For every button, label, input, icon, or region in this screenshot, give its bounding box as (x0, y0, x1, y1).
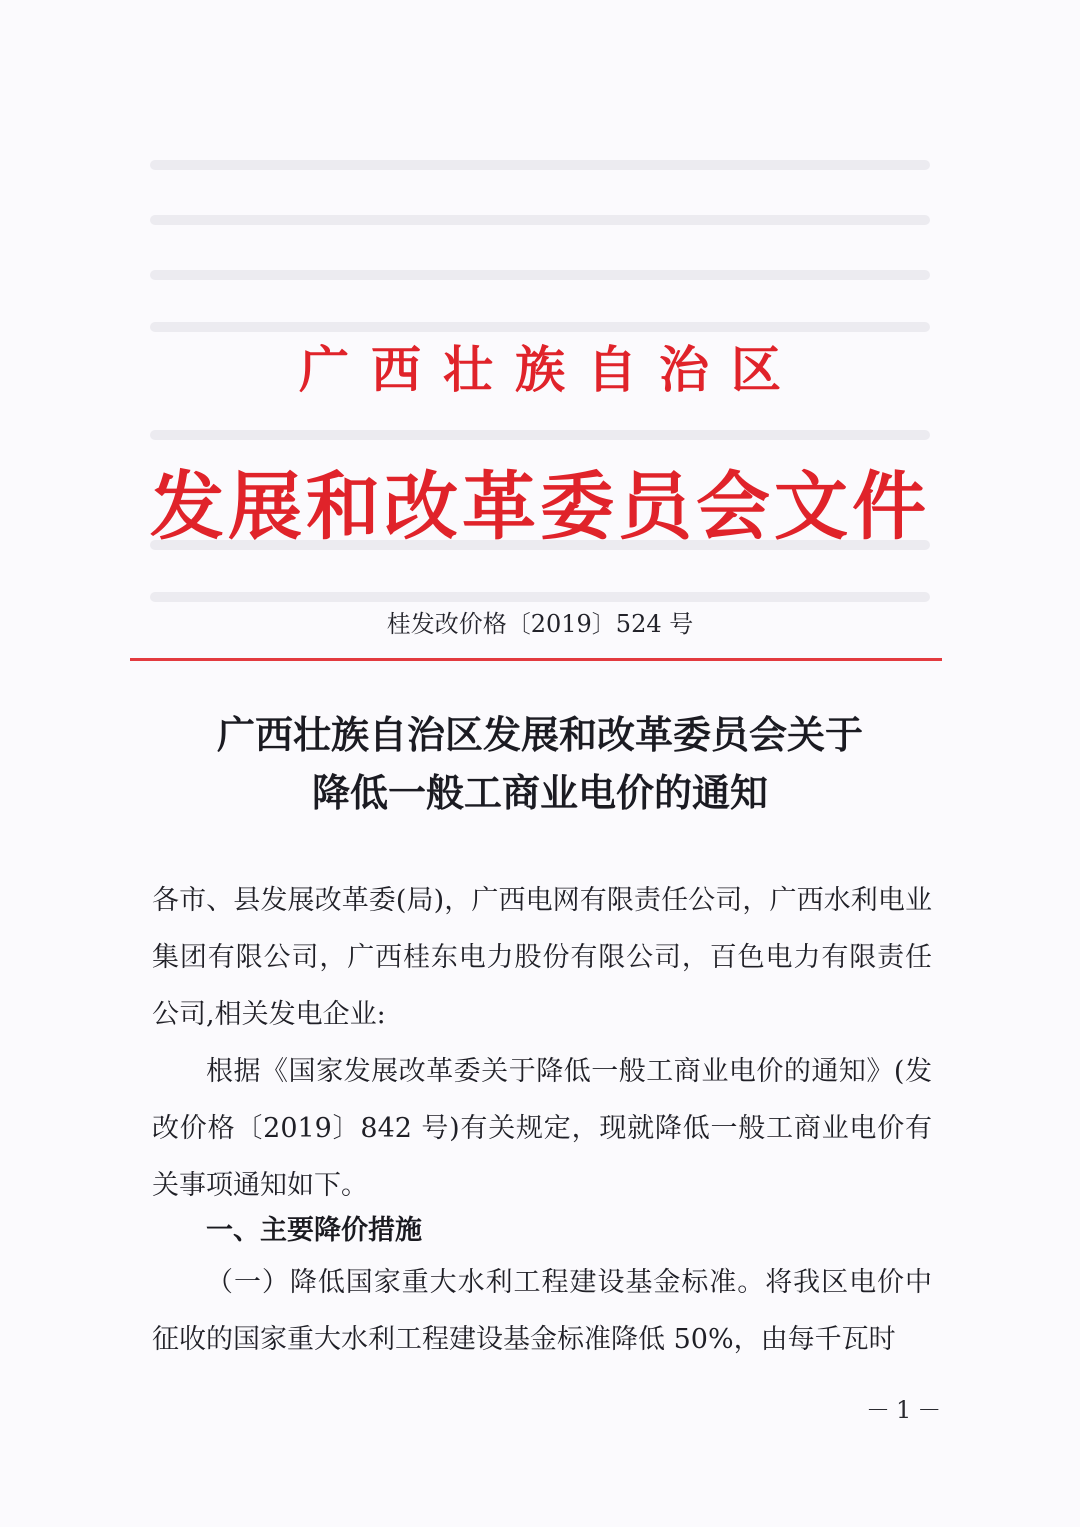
intro-paragraph: 根据《国家发展改革委关于降低一般工商业电价的通知》(发改价格〔2019〕842 号)有关规定，现就降低一般工商业电价有关事项通知如下。 (152, 1056, 932, 1201)
red-divider-rule (130, 658, 942, 661)
bleed-through-line (150, 592, 930, 602)
page-number: －1－ (866, 1396, 948, 1424)
bleed-through-line (150, 160, 930, 170)
document-number: 桂发改价格〔2019〕524 号 (386, 610, 694, 638)
bleed-through-line (150, 430, 930, 440)
title-line-2: 降低一般工商业电价的通知 (311, 770, 768, 815)
bleed-through-line (150, 215, 930, 225)
item-paragraph-1: （一）降低国家重大水利工程建设基金标准。将我区电价中征收的国家重大水利工程建设基金标准降低 50%，由每千瓦时 (152, 1267, 932, 1355)
title-line-1: 广西壮族自治区发展和改革委员会关于 (216, 712, 863, 757)
bleed-through-line (150, 270, 930, 280)
section-heading-1: 一、主要降价措施 (206, 1215, 422, 1246)
addressee-paragraph: 各市、县发展改革委(局)，广西电网有限责任公司，广西水利电业集团有限公司，广西桂东电力股份有限公司，百色电力有限责任公司,相关发电企业: (152, 885, 932, 1030)
issuer-line-2: 发展和改革委员会文件 (150, 464, 930, 550)
issuer-line-1: 广西壮族自治区 (299, 340, 803, 399)
